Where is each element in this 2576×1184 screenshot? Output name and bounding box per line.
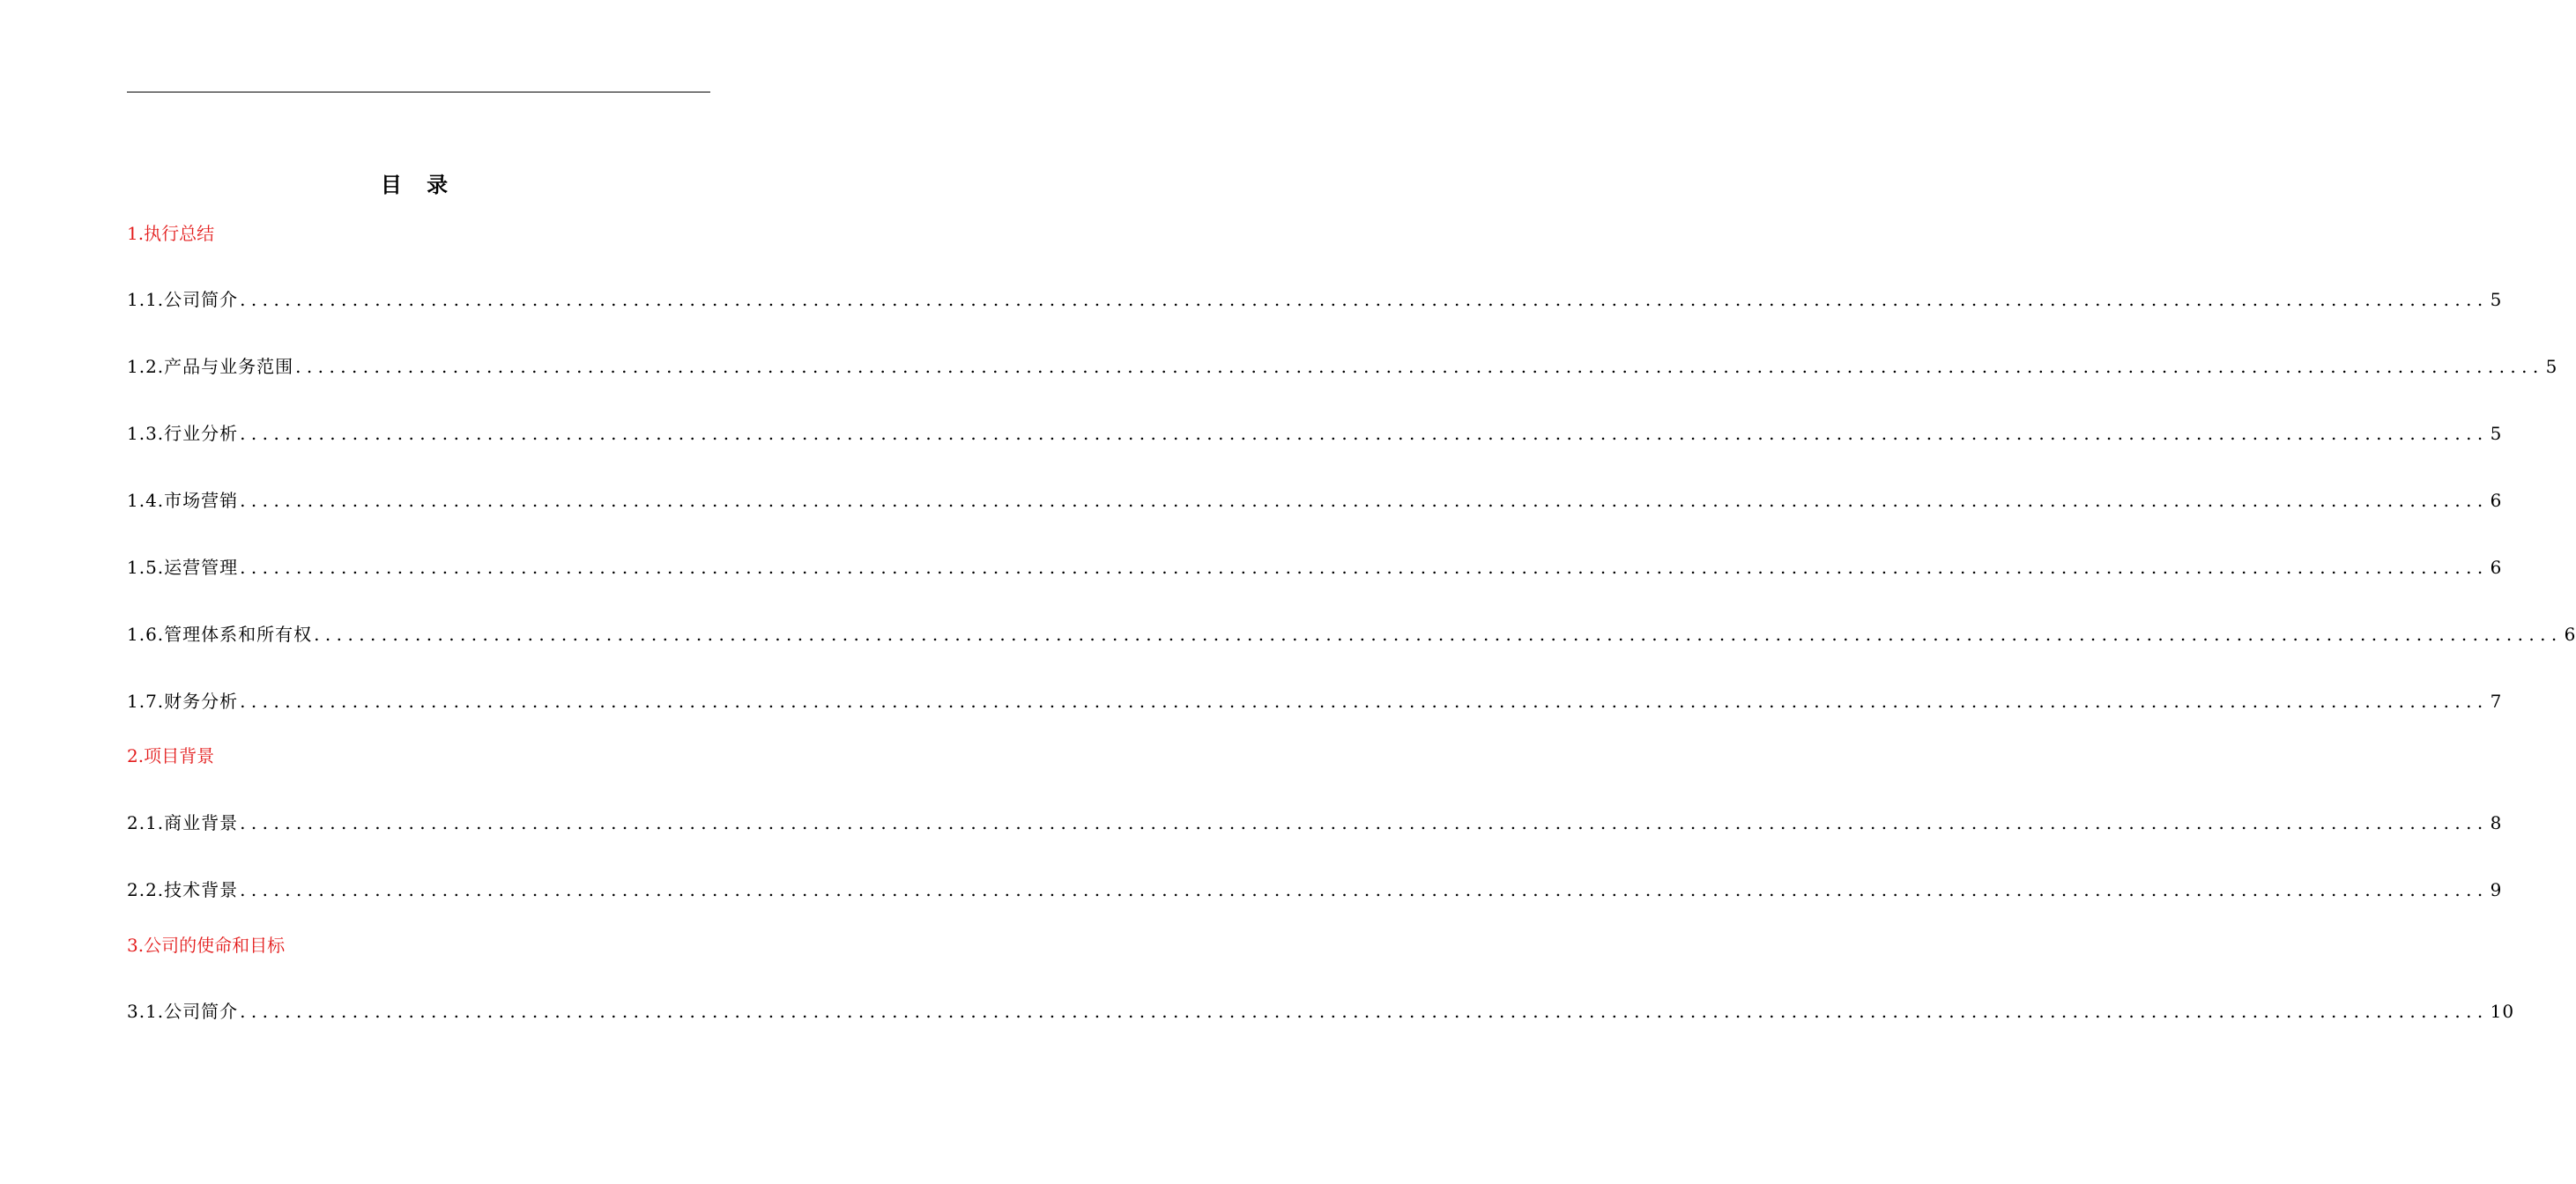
toc-entry[interactable]	[127, 877, 2503, 902]
toc-leader-dots: ........................................................................................................................................................................................................	[295, 356, 2544, 377]
toc-entry-page: 9	[2490, 879, 2503, 900]
toc-section-heading[interactable]: 2.项目背景	[127, 745, 215, 766]
toc-entry[interactable]	[127, 810, 2503, 835]
toc-leader-dots: ........................................................................................................................................................................................................	[240, 812, 2489, 833]
toc-entry[interactable]	[127, 999, 2515, 1024]
toc-entry-label: 1.3.行业分析	[127, 423, 239, 444]
toc-leader-dots: ........................................................................................................................................................................................................	[314, 624, 2563, 645]
toc-entry-page: 5	[2490, 423, 2503, 444]
toc-entry[interactable]	[127, 689, 2503, 714]
toc-leader-dots: ........................................................................................................................................................................................................	[240, 557, 2489, 578]
toc-entry[interactable]	[127, 421, 2503, 446]
toc-entry-label: 2.2.技术背景	[127, 879, 239, 900]
toc-entry-page: 10	[2490, 1001, 2515, 1022]
toc-entry-label: 2.1.商业背景	[127, 812, 239, 833]
toc-entry[interactable]	[127, 354, 2558, 379]
toc-entry[interactable]	[127, 287, 2503, 312]
toc-section-heading[interactable]: 1.执行总结	[127, 223, 215, 244]
toc-entry-label: 3.1.公司简介	[127, 1001, 239, 1022]
toc-entry-page: 6	[2564, 624, 2576, 645]
toc-entry[interactable]	[127, 488, 2503, 513]
toc-entry-page: 6	[2490, 557, 2503, 578]
toc-entry-label: 1.6.管理体系和所有权	[127, 624, 313, 645]
toc-entry-label: 1.1.公司简介	[127, 289, 239, 310]
toc-leader-dots: ........................................................................................................................................................................................................	[240, 490, 2489, 511]
toc-leader-dots: ........................................................................................................................................................................................................	[240, 879, 2489, 900]
toc-entry-page: 6	[2490, 490, 2503, 511]
toc-section-heading[interactable]: 3.公司的使命和目标	[127, 935, 286, 956]
toc-entry-page: 5	[2490, 289, 2503, 310]
toc-entry-page: 5	[2545, 356, 2558, 377]
toc-entry-page: 7	[2490, 691, 2503, 712]
toc-entry-page: 8	[2490, 812, 2503, 833]
toc-leader-dots: ........................................................................................................................................................................................................	[240, 691, 2489, 712]
toc-entry-label: 1.5.运营管理	[127, 557, 239, 578]
toc-entry-label: 1.4.市场营销	[127, 490, 239, 511]
toc-leader-dots: ........................................................................................................................................................................................................	[240, 1001, 2489, 1022]
toc-leader-dots: ........................................................................................................................................................................................................	[240, 423, 2489, 444]
toc-entry[interactable]	[127, 555, 2503, 580]
toc-title: 目 录	[380, 173, 457, 197]
toc-entry-label: 1.7.财务分析	[127, 691, 239, 712]
toc-entry[interactable]	[127, 622, 2576, 647]
toc-leader-dots: ........................................................................................................................................................................................................	[240, 289, 2489, 310]
toc-entry-label: 1.2.产品与业务范围	[127, 356, 294, 377]
